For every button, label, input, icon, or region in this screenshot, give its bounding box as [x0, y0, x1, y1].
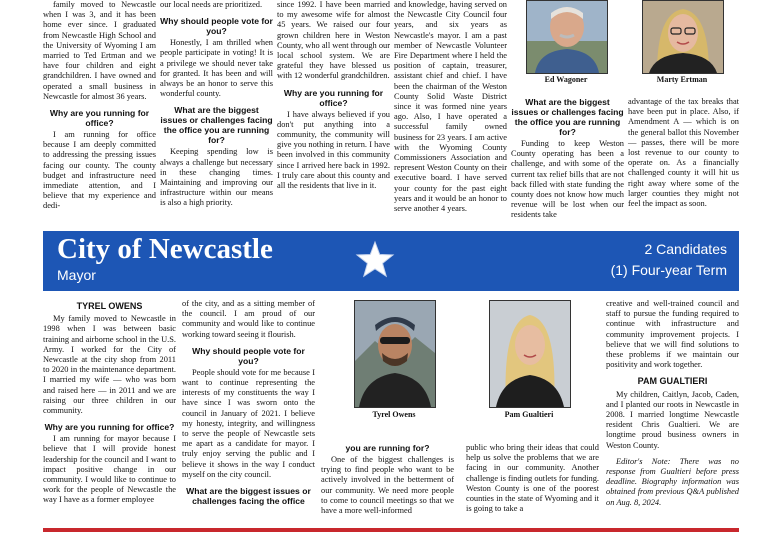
top-column-6 — [628, 97, 739, 209]
ertman-answer-text: Keeping spending low is always a challenge but necessary in these changing times. Maintaining and improving our infrastructure within our means is also a high priority. — [160, 147, 273, 208]
question-heading: What are the biggest issues or challenges facing the office you are running for? — [511, 97, 624, 137]
white-star-icon — [355, 240, 395, 280]
wagoner-bio-text: since 1992. I have been married to my awesome wife for almost 45 years. We raised our four grown children here in Weston County, who all went through our local school system. We are grateful they have blessed us with 12 wonderful grandchildren. — [277, 0, 390, 81]
owens-answer-text: I am running for mayor because I believe that I will provide honest leadership for the council and I want to impact positive change in our community. I would like to continue to work for the people of Newcastle the way I have as a former employee — [43, 434, 176, 505]
candidate-name: TYREL OWENS — [76, 301, 143, 311]
candidate-name: PAM GUALTIERI — [637, 376, 708, 387]
photo-caption: Marty Ertman — [656, 75, 708, 84]
wagoner-answer-text: and knowledge, having served on the Newcastle City Council four years, and six years as Newcastle's mayor. I am a past member of Newcastle Volunteer Fire Department where I held the position of captain, treasurer, assistant chief and chief. I have been the chairman of the Weston County Solid Waste District since it was formed nine years ago. Also, I have operated a successful family owned business for 23 years. I am active with the Wyoming County Commissioners Association and represent Weston County on their executive board. I have served your county for the past eight years and it would be an honor to serve another 4 years. — [394, 0, 507, 214]
bottom-column-2 — [182, 299, 315, 508]
editors-note: Editor's Note: There was no response from Gualtieri before press deadline. Biography information was obtained from previous Q&A published on Aug. 8, 2024. — [606, 456, 739, 507]
question-heading: Why should people vote for you? — [160, 16, 273, 37]
top-column-1 — [43, 0, 156, 212]
section-divider-rule — [43, 528, 739, 532]
term-length: (1) Four-year Term — [610, 262, 727, 278]
city-of-newcastle-banner — [43, 231, 739, 291]
top-column-3 — [277, 0, 390, 191]
photo-caption: Pam Gualtieri — [504, 410, 554, 419]
ertman-bio-text: family moved to Newcastle when I was 3, and it has been home ever since. I graduated from Newcastle High School and the University of Wyoming I am married to Ted Ertman and we have four children and eight grandchildren. I have owned and operated a small business in Newcastle for almost 36 years. — [43, 0, 156, 101]
owens-bio-text: My family moved to Newcastle in 1998 when I was between basic training and airborne school in the U.S. Army. I worked for the City of Newcastle at the city shop from 2011 to 2020 in the maintenance department. I married my wife — who was born and raised here — in 2011 and we are raising our three children in our community. — [43, 314, 176, 416]
photo-caption: Ed Wagoner — [544, 75, 588, 84]
question-heading: What are the biggest issues or challenges facing the office you are running for? — [160, 105, 273, 146]
bottom-column-4 — [466, 443, 599, 514]
owens-answer-text: of the city, and as a sitting member of the council. I am proud of our community and would like to continue working toward seeing it flourish. — [182, 299, 315, 339]
question-heading: Why are you running for office? — [49, 108, 150, 129]
question-heading: Why should people vote for you? — [192, 345, 305, 366]
question-heading: you are running for? — [345, 443, 430, 453]
owens-answer-text: public who bring their ideas that could help us solve the problems that we are facing in our community. Another challenge is finding outlets for funding. Weston County is one of the poorest counties in the state of Wyoming and it is going to take a — [466, 443, 599, 514]
banner-title: City of Newcastle — [57, 233, 273, 265]
photo-caption: Tyrel Owens — [372, 410, 416, 419]
banner-office: Mayor — [57, 267, 96, 283]
tyrel-owens-photo — [354, 300, 436, 408]
wagoner-answer-text: advantage of the tax breaks that have been put in place. Also, if Amendment A — which is on the general ballot this November — passes, there will be more lost revenue to our county to operate on. As a financially challenged county it will hit us right away where some of the larger counties they might not feel the impact as soon. — [628, 97, 739, 209]
ertman-answer-text: I am running for office because I am deeply committed to addressing the pressing issues facing our county. The county budget and infrastructure need immediate attention, and I believe that my experience and dedi- — [43, 130, 156, 211]
top-column-4 — [394, 0, 507, 214]
question-heading: Why are you running for office? — [283, 87, 384, 108]
candidate-count: 2 Candidates — [644, 241, 727, 257]
wagoner-answer-text: Funding to keep Weston County operating has been a challenge, and with some of the current tax relief bills that are not back filled with state funding the county does not know how much revenue will be lost when our residents take — [511, 139, 624, 220]
bottom-column-3 — [321, 443, 454, 516]
wagoner-answer-text: I have always believed if you don't put anything into a community, the community will give you nothing in return. I have been involved in this community since I arrived here back in 1992. I truly care about this county and all the residents that live in it. — [277, 109, 390, 191]
owens-answer-text: People should vote for me because I want to continue representing the interests of my constituents the way I have since I was sworn onto the council in January of 2021. I believe my honesty, integrity, and willingness to serve the people of Newcastle sets me apart as a candidate for mayor. I truly enjoy serving the public and I believe it shows in the way I conduct myself on the city council. — [182, 367, 315, 479]
owens-answer-text: creative and well-trained council and staff to pursue the funding required to continue with infrastructure and community improvement projects. I believe that we will find solutions to these problems if we maintain our positivity and work together. — [606, 299, 739, 370]
top-column-5 — [511, 97, 624, 221]
ertman-answer-text: Honestly, I am thrilled when people participate in voting! It is a privilege we should never take for granted. It has been and will always be an honor to serve this wonderful county. — [160, 38, 273, 99]
top-column-2 — [160, 0, 273, 209]
pam-gualtieri-photo — [489, 300, 571, 408]
question-heading: What are the biggest issues or challenges facing the office — [186, 486, 311, 507]
marty-ertman-photo — [642, 0, 724, 74]
owens-answer-text: One of the biggest challenges is trying to find people who want to be actively involved in the betterment of our community. We need more people to come to council meetings so that we have a more well-informed — [321, 455, 454, 516]
gualtieri-bio-text: My children, Caitlyn, Jacob, Caden, and I planted our roots in Newcastle in 2008. I married longtime Newcastle resident Chris Gualtieri. We are longtime proud business owners in Weston County. — [606, 389, 739, 450]
question-heading: Why are you running for office? — [44, 422, 175, 433]
ertman-answer-text: our local needs are prioritized. — [160, 0, 263, 9]
bottom-column-5 — [606, 299, 739, 508]
ed-wagoner-photo — [526, 0, 608, 74]
bottom-column-1 — [43, 299, 176, 506]
